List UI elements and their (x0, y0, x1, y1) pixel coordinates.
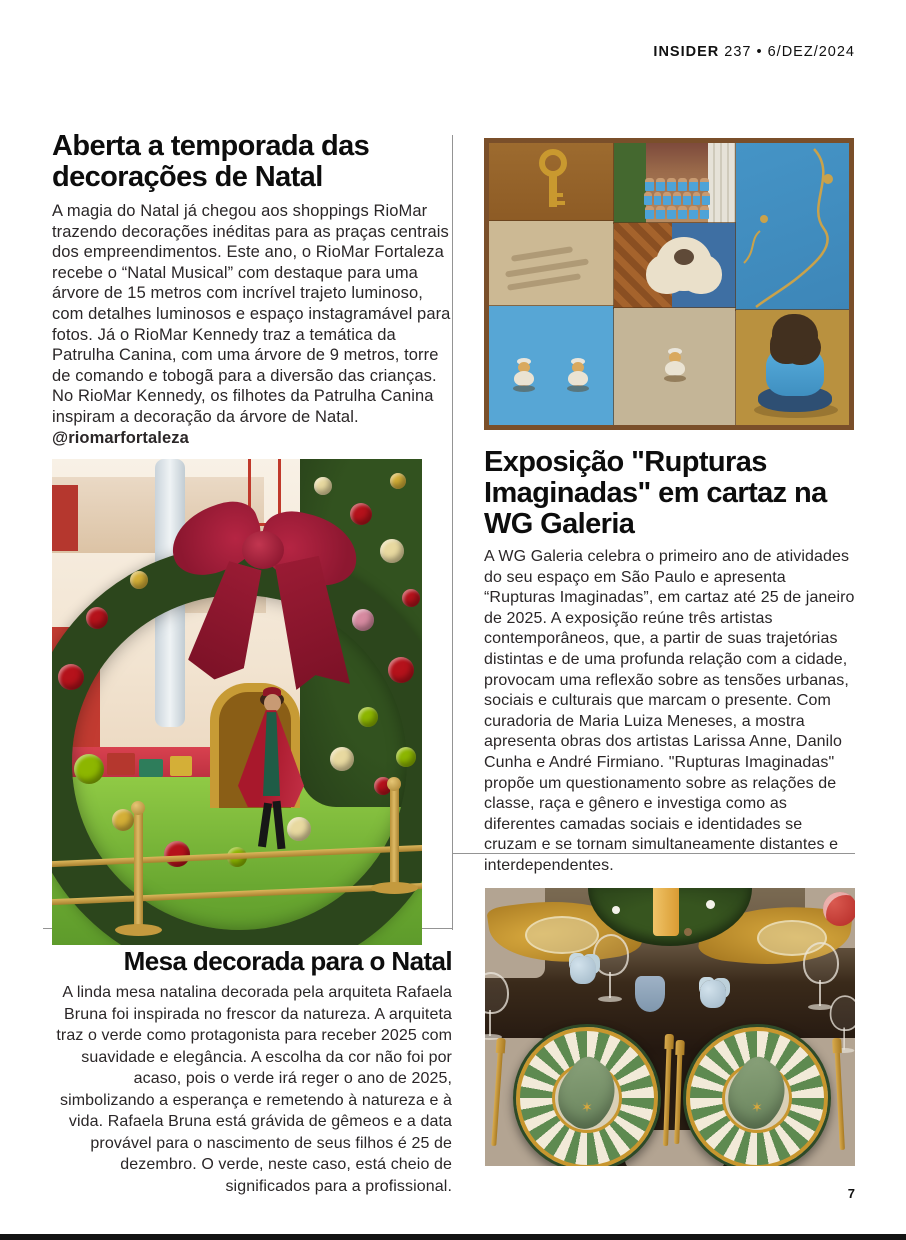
orange-candle (653, 888, 679, 936)
ornament (352, 609, 374, 631)
key-icon (533, 149, 573, 215)
red-bow-knot (242, 531, 284, 569)
page-number: 7 (847, 1186, 855, 1201)
ornament (350, 503, 372, 525)
woman-leg (273, 801, 286, 850)
figurine (511, 358, 537, 392)
school-children-group (644, 178, 710, 219)
ornament (164, 841, 190, 867)
ornament (86, 607, 108, 629)
gorilla-face (674, 249, 694, 265)
photo-mall-christmas (52, 459, 422, 945)
instagram-handle: @riomarfortaleza (52, 428, 189, 447)
artwork-panel-sitting-child (736, 310, 849, 425)
wine-glass (485, 972, 509, 1042)
article-temporada-body (52, 201, 454, 448)
ornament (388, 657, 414, 683)
crystal-ornament (700, 980, 726, 1008)
ornament (74, 754, 104, 784)
photo-artwork-collage (484, 138, 854, 430)
blue-goblet (635, 976, 665, 1012)
masthead-issue-info: 237 • 6/DEZ/2024 (724, 44, 855, 60)
star-napkin-ring-icon: ✶ (581, 1098, 593, 1115)
ornament (130, 571, 148, 589)
red-dotted-ornament (823, 892, 855, 926)
etched-line (507, 273, 581, 291)
pinecone (684, 928, 692, 936)
woman-leg (258, 803, 272, 848)
snowflake (706, 900, 715, 909)
artwork-panel-blue-abstract (736, 143, 849, 310)
crystal-ornament (570, 956, 596, 984)
artwork-panel-etched-text (489, 221, 614, 306)
ornament (402, 589, 420, 607)
gold-fence-post (390, 789, 399, 889)
ornament (358, 707, 378, 727)
ornament (112, 809, 134, 831)
article-temporada (52, 131, 454, 945)
mall-store-logo (52, 485, 78, 551)
figurine (662, 348, 688, 382)
artwork-panel-two-figurines (489, 306, 614, 425)
snowflake (612, 906, 620, 914)
glass-bowl (525, 916, 599, 954)
ornament (58, 664, 84, 690)
article-temporada-title: Aberta a temporada das decorações de Natal (52, 130, 370, 193)
woman-face (264, 694, 281, 712)
article-exposicao-body: A WG Galeria celebra o primeiro ano de atividades do seu espaço em São Paulo e apresenta “Rupturas Imaginadas”, em cartaz até 25 de janeiro de 2025. A exposição reúne três artistas contemporâneos, que, a partir de suas trajetórias distintas e de uma profunda relação com a cidade, provocam uma reflexão sobre as tensões urbanas, sociais e culturais que marcam o presente. Com curadoria de Maria Luiza Meneses, a mostra apresenta obras dos artistas Larissa Anne, Danilo Cunha e André Firmiano. "Rupturas Imaginadas" propõe um questionamento sobre as relações de classe, raça e gênero e investiga como as diferentes camadas sociais e identidades se cruzam e se tornam simultaneamente distantes e interdependentes. (484, 548, 855, 874)
figurine (565, 358, 591, 392)
ornament (380, 539, 404, 563)
school-greenery (614, 143, 646, 223)
ornament (330, 747, 354, 771)
striped-plate (513, 1024, 661, 1166)
artwork-panel-school-photo (614, 143, 736, 223)
school-fence (708, 143, 736, 223)
ornament (314, 477, 332, 495)
gold-squiggle (736, 143, 849, 310)
gold-fence-post (134, 813, 143, 931)
artwork-panel-gorilla (614, 223, 736, 308)
bottom-bar (0, 1234, 906, 1240)
article-exposicao-title: Exposição "Rupturas Imaginadas" em cartaz na WG Galeria (484, 446, 827, 540)
ornament (390, 473, 406, 489)
woman-in-red-dress (230, 687, 310, 852)
article-exposicao (484, 138, 856, 877)
article-mesa (36, 946, 452, 1197)
wine-glass (593, 934, 629, 1004)
star-napkin-ring-icon: ✶ (751, 1098, 763, 1115)
article-mesa-title: Mesa decorada para o Natal (123, 946, 452, 976)
striped-plate (683, 1024, 831, 1166)
masthead (653, 44, 855, 60)
artwork-panel-one-figurine (614, 308, 736, 425)
ornament (396, 747, 416, 767)
gold-knife (674, 1040, 683, 1144)
photo-christmas-table (485, 888, 855, 1166)
plush-gorilla (656, 237, 712, 291)
article-mesa-body: A linda mesa natalina decorada pela arquiteta Rafaela Bruna foi inspirada no frescor da natureza. A arquiteta traz o verde como protagonista para receber 2025 com suavidade e elegância. A escolha da cor não foi por acaso, pois o verde irá reger o ano de 2025, simbolizando a esperança e remetendo à natureza e à vida. Rafaela Bruna está grávida de gêmeos e a data provável para o nascimento de seus filhos é 25 de dezembro. O verde, neste caso, está cheio de significados para a profissional. (56, 984, 452, 1195)
artwork-panel-key (489, 143, 614, 221)
article-temporada-body-text: A magia do Natal já chegou aos shoppings RioMar trazendo decorações inéditas para as praças centrais dos empreendimentos. Este ano, o RioMar Fortaleza recebe o “Natal Musical” com destaque para uma árvore de 15 metros com incrível trajeto luminoso, com detalhes luminosos e espaço instagramável para fotos. Já o RioMar Kennedy traz a temática da Patrulha Canina, com uma árvore de 9 metros, torre de comando e tobogã para a diversão das crianças. No RioMar Kennedy, os filhotes da Patrulha Canina inspiram a decoração da árvore de Natal. (52, 202, 451, 426)
masthead-brand: INSIDER (653, 44, 720, 60)
etched-line (511, 246, 573, 262)
